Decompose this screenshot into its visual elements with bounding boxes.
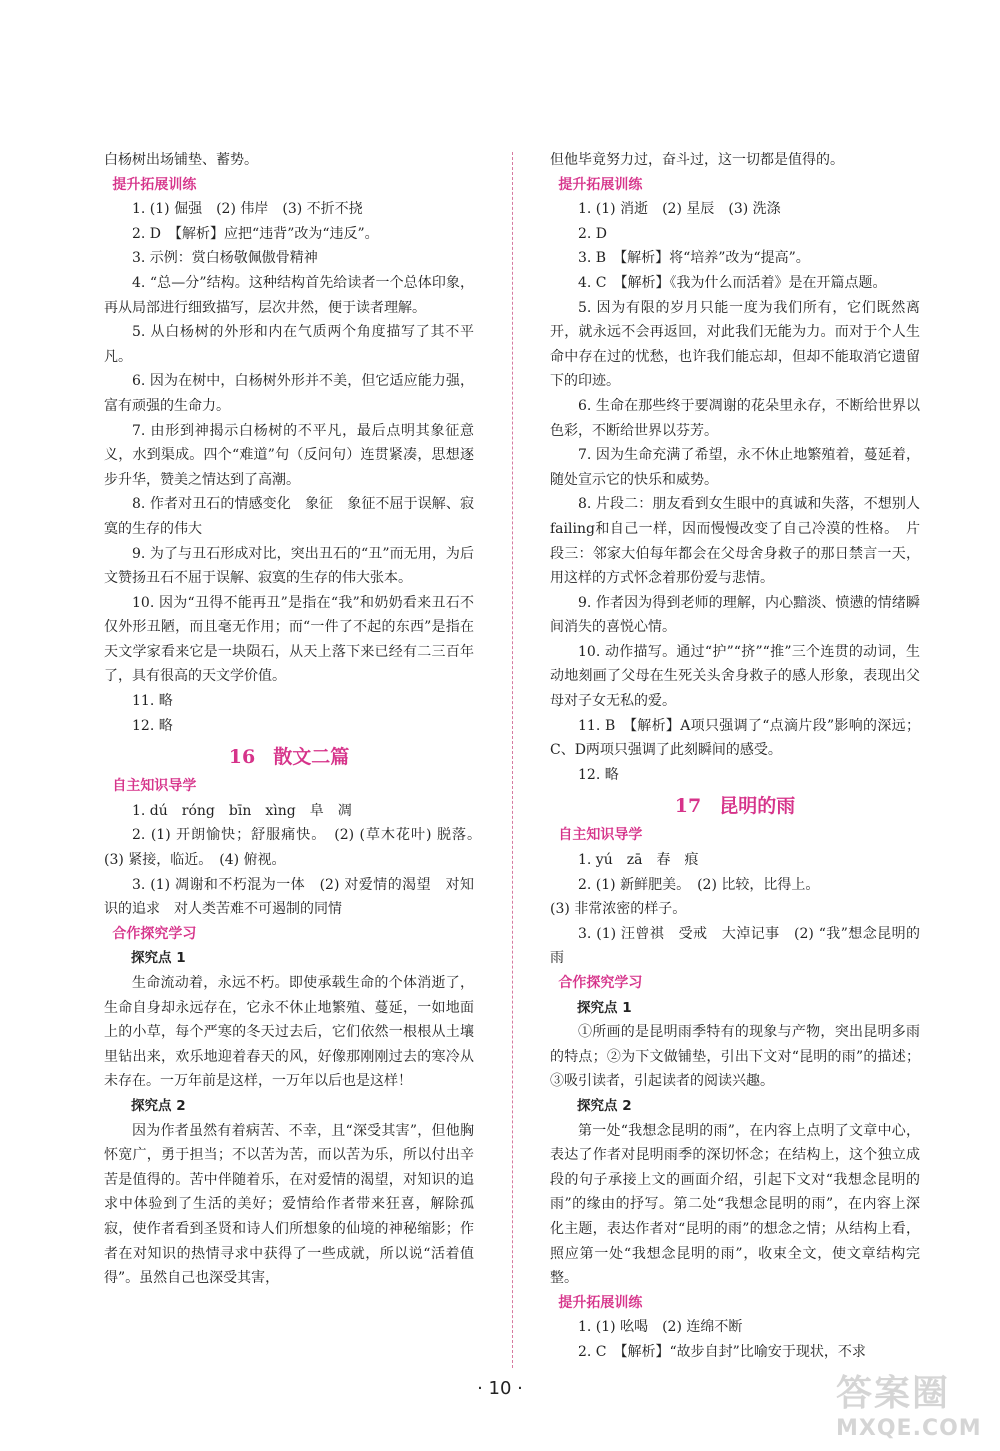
chapter-heading bbox=[104, 742, 474, 772]
section-heading-hezuo: 合作探究学习 bbox=[112, 925, 197, 942]
answer-item: 2. C 【解析】“故步自封”比喻安于现状，不求 bbox=[578, 1343, 866, 1360]
intro-text: 但他毕竟努力过，奋斗过，这一切都是值得的。 bbox=[550, 152, 844, 168]
answer-item: 4. C 【解析】《我为什么而活着》是在开篇点题。 bbox=[578, 274, 887, 291]
explore-point-2: 探究点 2 bbox=[577, 1097, 632, 1114]
answer-item: 2. D 【解析】应把“违背”改为“违反”。 bbox=[132, 225, 379, 242]
right-column bbox=[550, 148, 920, 1365]
page-number-value: 10 bbox=[488, 1378, 512, 1399]
answer-item: 7. 由形到神揭示白杨树的不平凡，最后点明其象征意义，水到渠成。四个“难道”句（反问句）连贯紧凑，思想逐步升华，赞美之情达到了高潮。 bbox=[104, 422, 474, 488]
explore-point-1: 探究点 1 bbox=[131, 950, 186, 967]
answer-item: 5. 因为有限的岁月只能一度为我们所有，它们既然离开，就永远不会再返回，对此我们无能为力。而对于个人生命中存在过的忧愁，也许我们能忘却，但却不能取消它遗留下的印迹。 bbox=[550, 299, 920, 390]
section-heading-hezuo: 合作探究学习 bbox=[558, 975, 643, 991]
answer-item: 3. B 【解析】将“培养”改为“提高”。 bbox=[578, 250, 810, 267]
answer-item: (3) 非常浓密的样子。 bbox=[550, 901, 687, 918]
intro-text: 白杨树出场铺垫、蓄势。 bbox=[104, 152, 258, 168]
explore-point-1-text: ①所画的是昆明雨季特有的现象与产物，突出昆明多雨的特点；②为下文做铺垫，引出下文对“昆明的雨”的描述；③吸引读者，引起读者的阅读兴趣。 bbox=[550, 1024, 920, 1090]
answer-item: 11. 略 bbox=[132, 693, 173, 710]
watermark-logo bbox=[836, 1365, 986, 1445]
answer-item: 3. 示例：赏白杨敬佩傲骨精神 bbox=[132, 250, 318, 267]
answer-item: 4. “总—分”结构。这种结构首先给读者一个总体印象，再从局部进行细致描写，层次井然，便于读者理解。 bbox=[104, 274, 474, 316]
answer-item: 12. 略 bbox=[578, 766, 619, 783]
left-column bbox=[104, 148, 488, 1291]
explore-point-1: 探究点 1 bbox=[577, 999, 632, 1016]
watermark-line-2: MXQE.COM bbox=[836, 1416, 982, 1441]
answer-item: 2. D bbox=[578, 225, 608, 242]
explore-point-2: 探究点 2 bbox=[131, 1097, 186, 1114]
explore-point-2-text: 第一处“我想念昆明的雨”，在内容上点明了文章中心，表达了作者对昆明雨季的深切怀念；在结构上，这个独立成段的句子承接上文的画面介绍，引起下文对“我想念昆明的雨”的缘由的抒写。第二处“我想念昆明的雨”，在内容上深化主题，表达作者对“昆明的雨”的想念之情；从结构上看，照应第一处“我想念昆明的雨”，收束全文，使文章结构完整。 bbox=[550, 1122, 920, 1287]
answer-item: 2. (1) 开朗愉快；舒服痛快。 (2) (草木花叶) 脱落。 (3) 紧接，临近。 (4) 俯视。 bbox=[104, 827, 488, 869]
chapter-heading bbox=[550, 791, 920, 821]
answer-item: 12. 略 bbox=[132, 717, 173, 734]
section-heading-zizhu: 自主知识导学 bbox=[558, 827, 643, 844]
answer-item: 1. dú róng bīn xìng 阜 凋 bbox=[132, 802, 352, 819]
answer-item: 9. 作者因为得到老师的理解，内心黯淡、愤懑的情绪瞬间消失的喜悦心情。 bbox=[550, 594, 920, 636]
watermark-line-1: 答案圈 bbox=[836, 1373, 951, 1414]
answer-item: 5. 从白杨树的外形和内在气质两个角度描写了其不平凡。 bbox=[104, 324, 474, 365]
answer-item: 8. 片段二：朋友看到女生眼中的真诚和失落，不想别人failing和自己一样，因而慢慢改变了自己冷漠的性格。 片段三：邻家大伯每年都会在父母舍身救子的那日禁言一天，用这样的方式怀念着那份爱与悲情。 bbox=[550, 496, 920, 587]
section-heading-tisheng: 提升拓展训练 bbox=[558, 176, 643, 193]
explore-point-1-text: 生命流动着，永远不朽。即使承载生命的个体消逝了，生命自身却永远存在，它永不休止地繁殖、蔓延，一如地面上的小草，每个严寒的冬天过去后，它们依然一根根从土壤里钻出来，欢乐地迎着春天的风，好像那刚刚过去的寒冷从未存在。一万年前是这样，一万年以后也是这样！ bbox=[104, 975, 474, 1090]
section-heading-zizhu: 自主知识导学 bbox=[112, 778, 197, 795]
answer-item: 10. 因为“丑得不能再丑”是指在“我”和奶奶看来丑石不仅外形丑陋，而且毫无作用；而“一件了不起的东西”是指在天文学家看来它是一块陨石，从天上落下来已经有二三百年了，具有很高的天文学价值。 bbox=[104, 594, 474, 685]
section-heading-tisheng-2: 提升拓展训练 bbox=[558, 1294, 643, 1311]
answer-item: 2. (1) 新鲜肥美。 (2) 比较，比得上。 bbox=[578, 876, 820, 893]
answer-item: 6. 生命在那些终于要凋谢的花朵里永存，不断给世界以色彩，不断给世界以芬芳。 bbox=[550, 397, 920, 439]
section-heading-tisheng: 提升拓展训练 bbox=[112, 176, 197, 193]
explore-point-2-text: 因为作者虽然有着病苦、不幸，且“深受其害”，但他胸怀宽广，勇于担当；不以苦为苦，而以苦为乐，所以付出辛苦是值得的。苦中伴随着乐，在对爱情的渴望，对知识的追求中体验到了生活的美好；爱情给作者带来狂喜，解除孤寂，使作者看到圣贤和诗人们所想象的仙境的神秘缩影；作者在对知识的热情寻求中获得了一些成就，所以说“活着值得”。虽然自己也深受其害， bbox=[104, 1122, 474, 1287]
answer-item: 10. 动作描写。通过“护”“挤”“推”三个连贯的动词，生动地刻画了父母在生死关头舍身救子的感人形象，表现出父母对子女无私的爱。 bbox=[550, 643, 920, 710]
chapter-title: 昆明的雨 bbox=[719, 795, 796, 818]
answer-item: 7. 因为生命充满了希望，永不休止地繁殖着，蔓延着，随处宣示它的快乐和威势。 bbox=[550, 447, 920, 488]
chapter-number: 16 bbox=[228, 746, 256, 769]
answer-item: 11. B 【解析】A项只强调了“点滴片段”影响的深远；C、D两项只强调了此刻瞬间的感受。 bbox=[550, 717, 920, 759]
answer-item: 6. 因为在树中，白杨树外形并不美，但它适应能力强，富有顽强的生命力。 bbox=[104, 373, 474, 414]
answer-item: 3. (1) 凋谢和不朽混为一体 (2) 对爱情的渴望 对知识的追求 对人类苦难不可遏制的同情 bbox=[104, 876, 474, 918]
answer-item: 1. (1) 倔强 (2) 伟岸 (3) 不折不挠 bbox=[132, 201, 363, 218]
column-divider bbox=[512, 152, 513, 1368]
answer-item: 3. (1) 汪曾祺 受戒 大淖记事 (2) “我”想念昆明的雨 bbox=[550, 925, 920, 967]
answer-item: 8. 作者对丑石的情感变化 象征 象征不屈于误解、寂寞的生存的伟大 bbox=[104, 496, 474, 537]
answer-item: 1. yú zā 春 痕 bbox=[578, 852, 699, 869]
answer-item: 1. (1) 消逝 (2) 星辰 (3) 洗涤 bbox=[578, 201, 781, 218]
answer-item: 9. 为了与丑石形成对比，突出丑石的“丑”而无用，为后文赞扬丑石不屈于误解、寂寞的生存的伟大张本。 bbox=[104, 545, 474, 587]
page-number: · 10 · bbox=[477, 1378, 523, 1399]
chapter-title: 散文二篇 bbox=[273, 746, 350, 769]
answer-item: 1. (1) 吆喝 (2) 连绵不断 bbox=[578, 1319, 743, 1336]
chapter-number: 17 bbox=[674, 795, 702, 818]
